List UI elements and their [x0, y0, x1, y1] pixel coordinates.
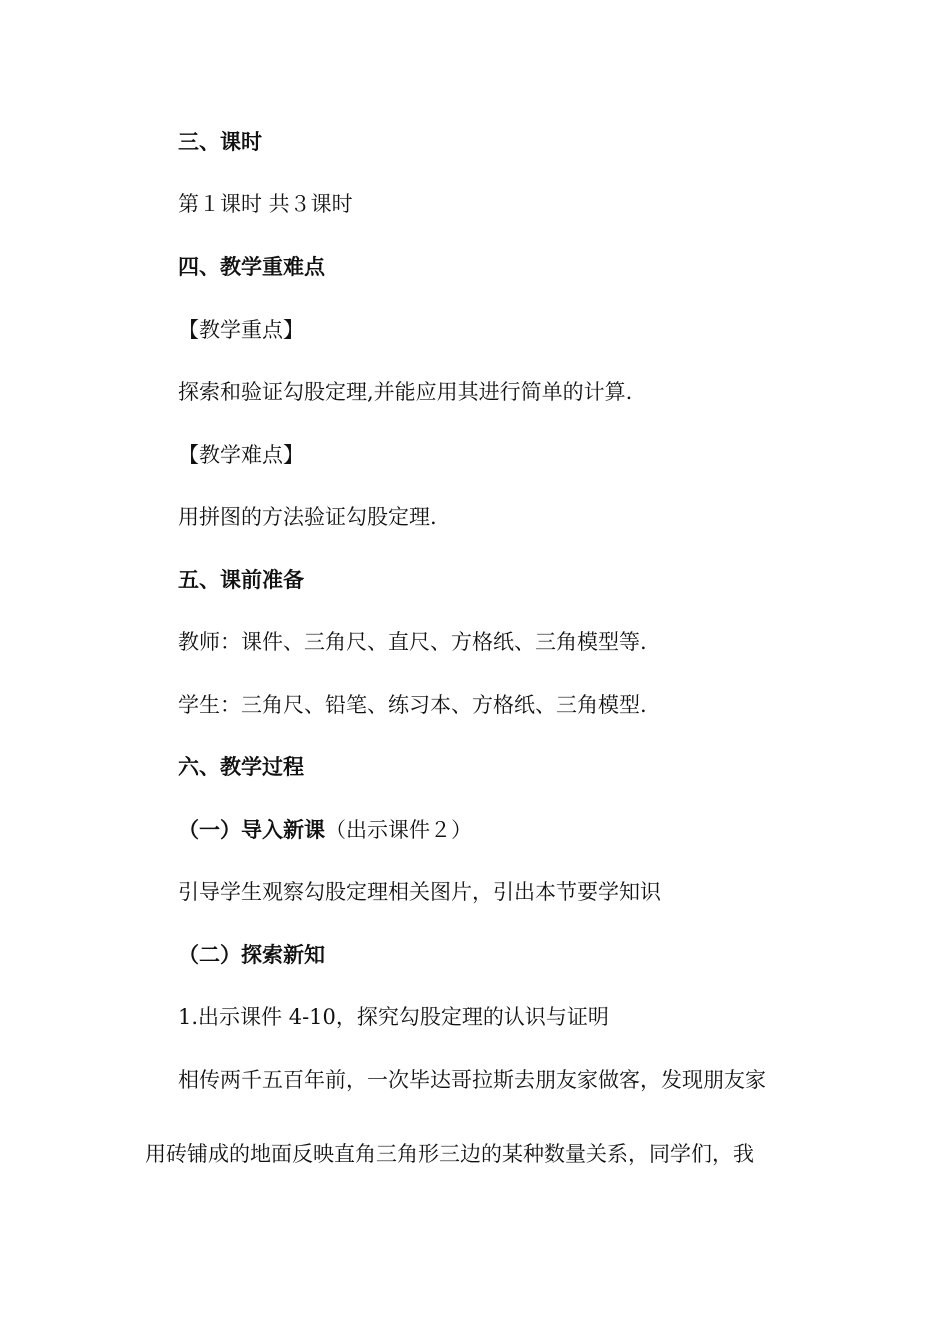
paragraph-line-1: 相传两千五百年前，一次毕达哥拉斯去朋友家做客，发现朋友家	[178, 1068, 766, 1092]
teacher-preparation-text: 教师：课件、三角尺、直尺、方格纸、三角模型等.	[178, 630, 647, 654]
part1-heading: （一）导入新课	[178, 817, 325, 842]
item1-text: 1.出示课件 4-10，探究勾股定理的认识与证明	[178, 1005, 609, 1029]
section-heading-key-difficult-points: 四、教学重难点	[178, 254, 325, 279]
section-heading-class-hours: 三、课时	[178, 129, 262, 154]
part1-text: 引导学生观察勾股定理相关图片，引出本节要学知识	[178, 880, 661, 904]
paragraph-line-2: 用砖铺成的地面反映直角三角形三边的某种数量关系，同学们，我	[145, 1142, 754, 1166]
key-point-label: 【教学重点】	[178, 318, 304, 342]
difficult-point-label: 【教学难点】	[178, 443, 304, 467]
section-heading-teaching-process: 六、教学过程	[178, 754, 304, 779]
lesson-hours-text: 第１课时 共３课时	[178, 192, 353, 216]
key-point-text: 探索和验证勾股定理,并能应用其进行简单的计算.	[178, 380, 633, 404]
part2-heading: （二）探索新知	[178, 942, 325, 967]
part1-heading-line	[178, 816, 472, 844]
difficult-point-text: 用拼图的方法验证勾股定理.	[178, 505, 437, 529]
section-heading-preparation: 五、课前准备	[178, 567, 304, 592]
part1-courseware-note: （出示课件２）	[325, 818, 472, 842]
student-preparation-text: 学生：三角尺、铅笔、练习本、方格纸、三角模型.	[178, 693, 647, 717]
